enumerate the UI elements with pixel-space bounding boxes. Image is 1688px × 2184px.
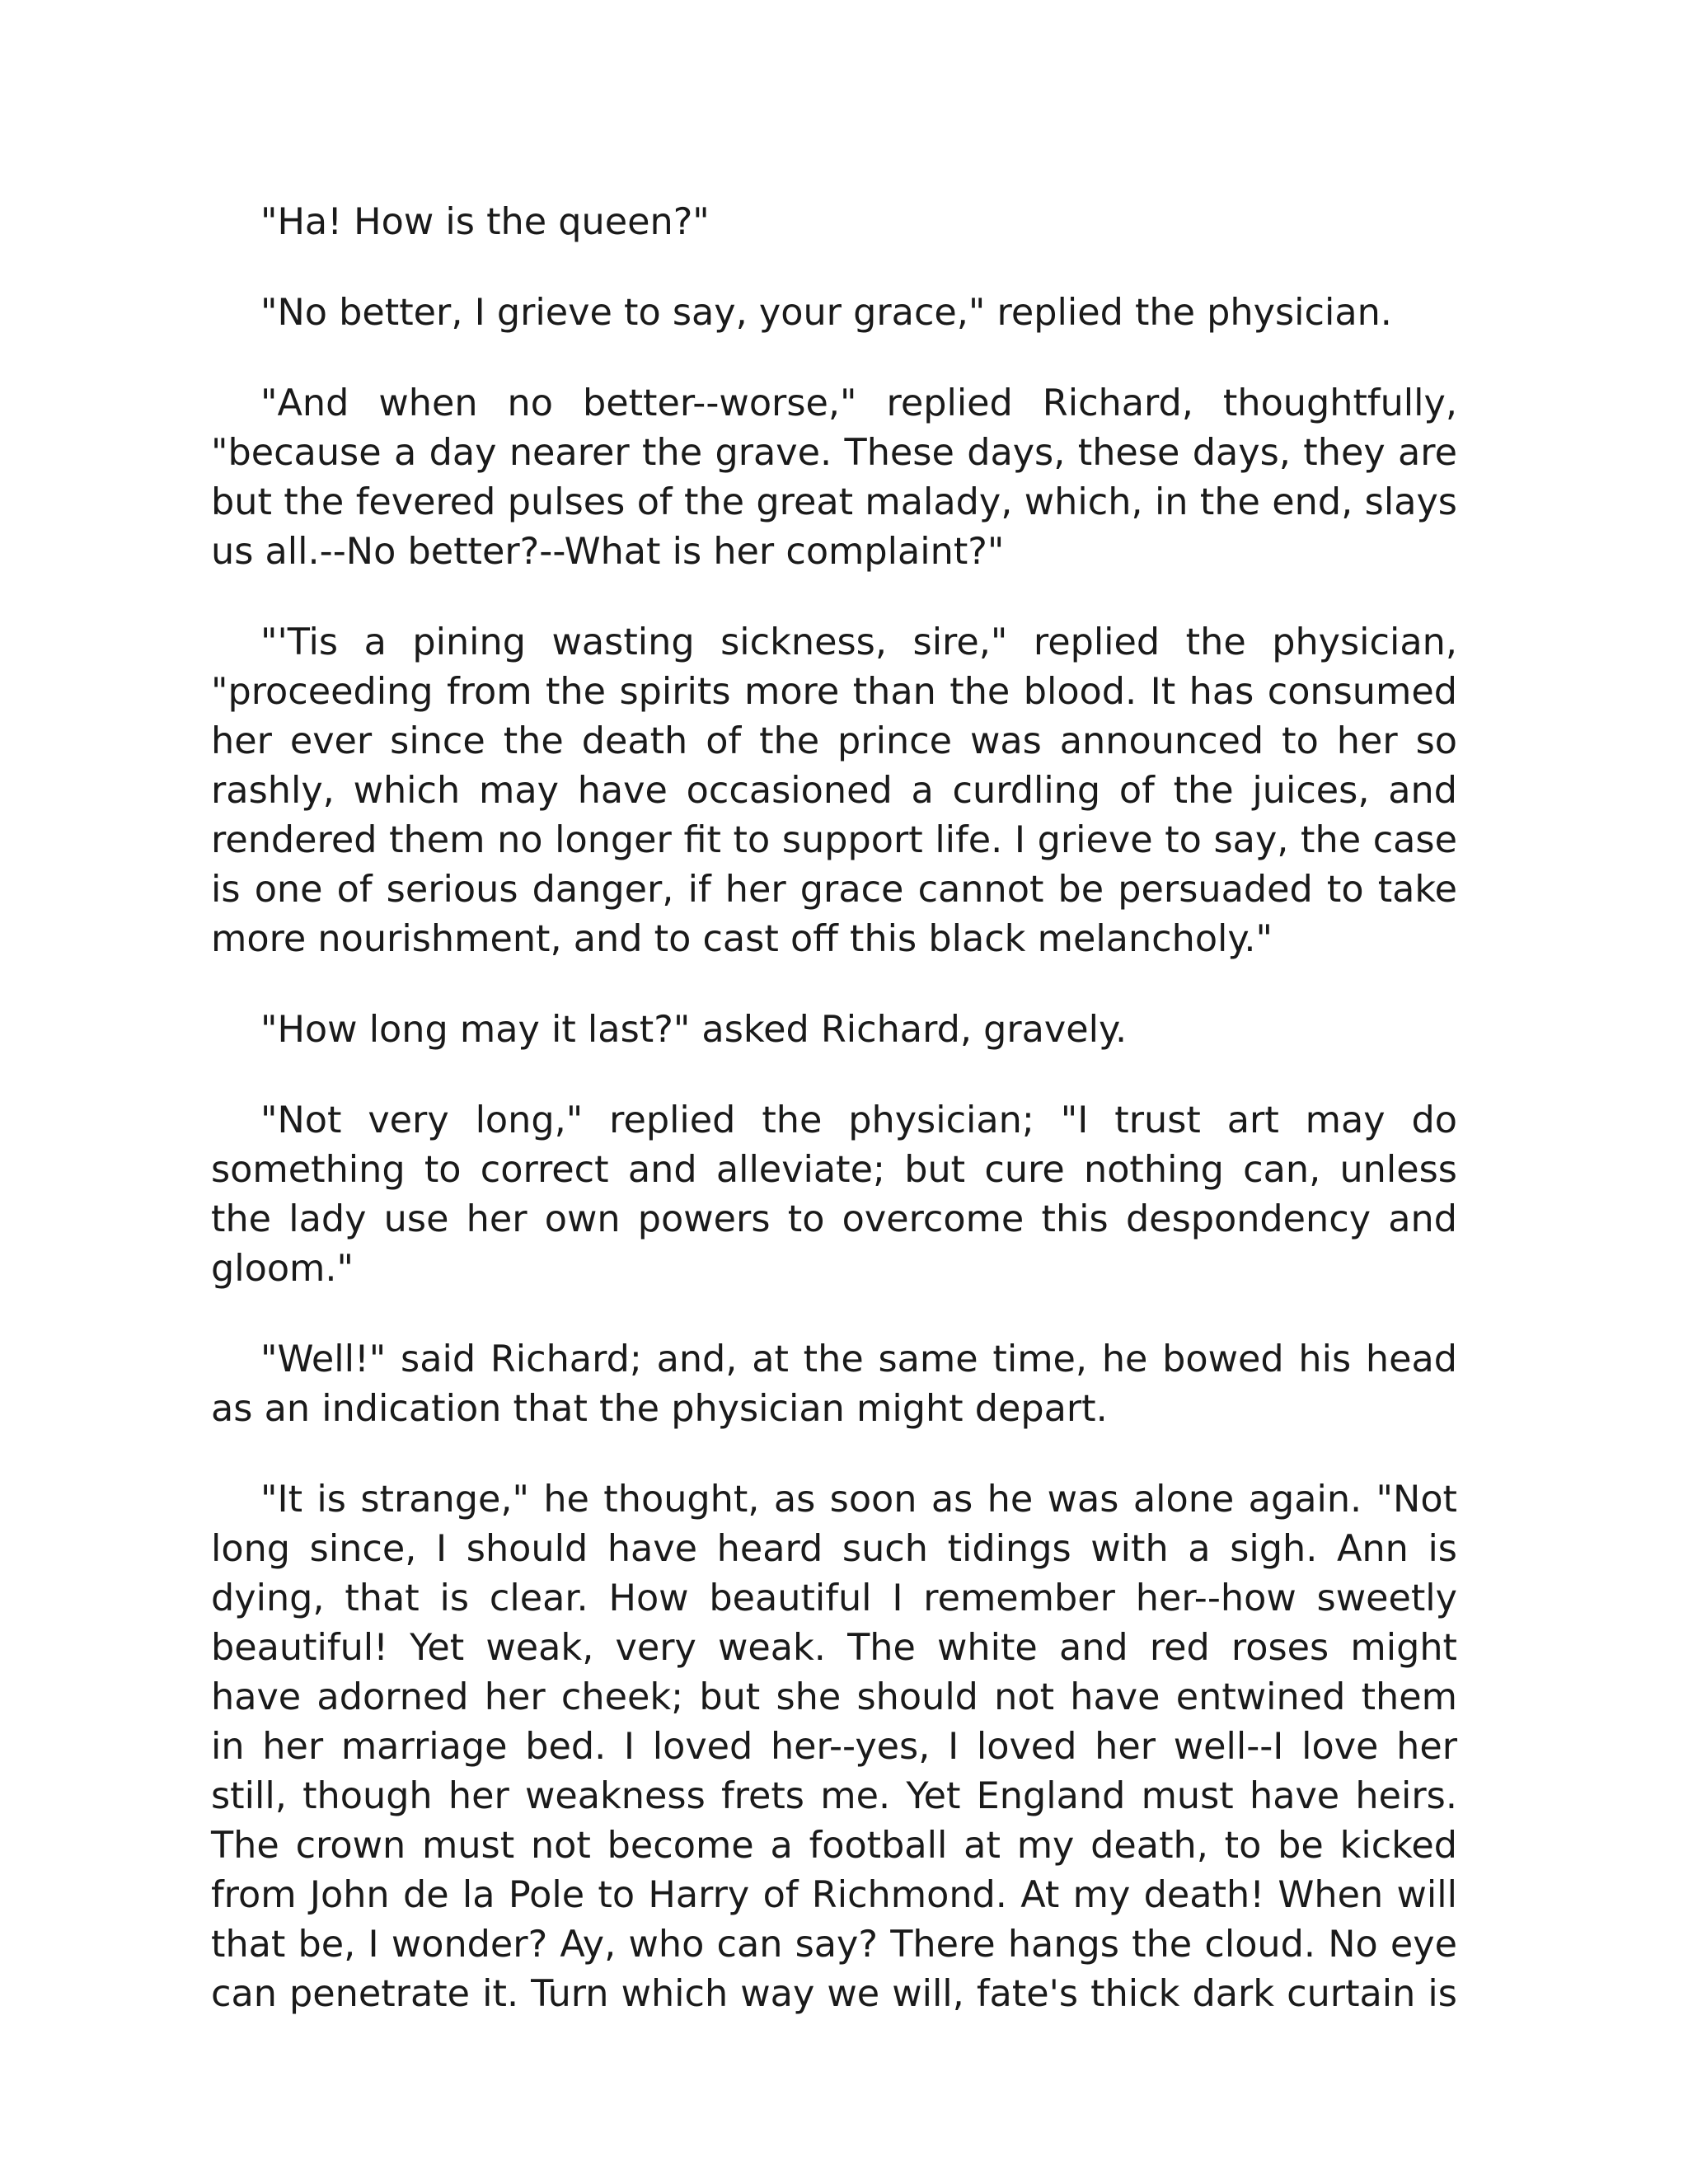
paragraph-continued: "It is strange," he thought, as soon as he was alone again. "Not long since, I should have heard such tidings with a sigh. Ann is dying, that is clear. How beautiful I remember her--how sweetly beautiful! Yet weak, very weak. The white and red roses might have adorned her cheek; but she should not have entwined them in her marriage bed. I loved her--yes, I loved her well--I love her still, though her weakness frets me. Yet England must have heirs. The crown must not become a football at my death, to be kicked from John de la Pole to Harry of Richmond. At my death! When will that be, I wonder? Ay, who can say? There hangs the cloud. No eye can penetrate it. Turn which way we will, fate's thick dark curtain is bbox=[211, 1479, 1457, 2015]
document-body bbox=[211, 198, 1457, 2019]
paragraph: "Ha! How is the queen?" bbox=[260, 201, 710, 243]
paragraph: "Not very long," replied the physician; "I trust art may do something to correct and alleviate; but cure nothing can, unless the lady use her own powers to overcome this despondency and gloom." bbox=[211, 1099, 1457, 1290]
paragraph: "How long may it last?" asked Richard, gravely. bbox=[260, 1009, 1128, 1051]
paragraph: "Well!" said Richard; and, at the same time, he bowed his head as an indication that the physician might depart. bbox=[211, 1338, 1457, 1430]
paragraph: "'Tis a pining wasting sickness, sire," replied the physician, "proceeding from the spirits more than the blood. It has consumed her ever since the death of the prince was announced to her so rashly, which may have occasioned a curdling of the juices, and rendered them no longer fit to support life. I grieve to say, the case is one of serious danger, if her grace cannot be persuaded to take more nourishment, and to cast off this black melancholy." bbox=[211, 621, 1457, 960]
paragraph: "And when no better--worse," replied Richard, thoughtfully, "because a day nearer the grave. These days, these days, they are but the fevered pulses of the great malady, which, in the end, slays us all.--No better?--What is her complaint?" bbox=[211, 382, 1457, 573]
paragraph: "No better, I grieve to say, your grace," replied the physician. bbox=[260, 292, 1392, 334]
